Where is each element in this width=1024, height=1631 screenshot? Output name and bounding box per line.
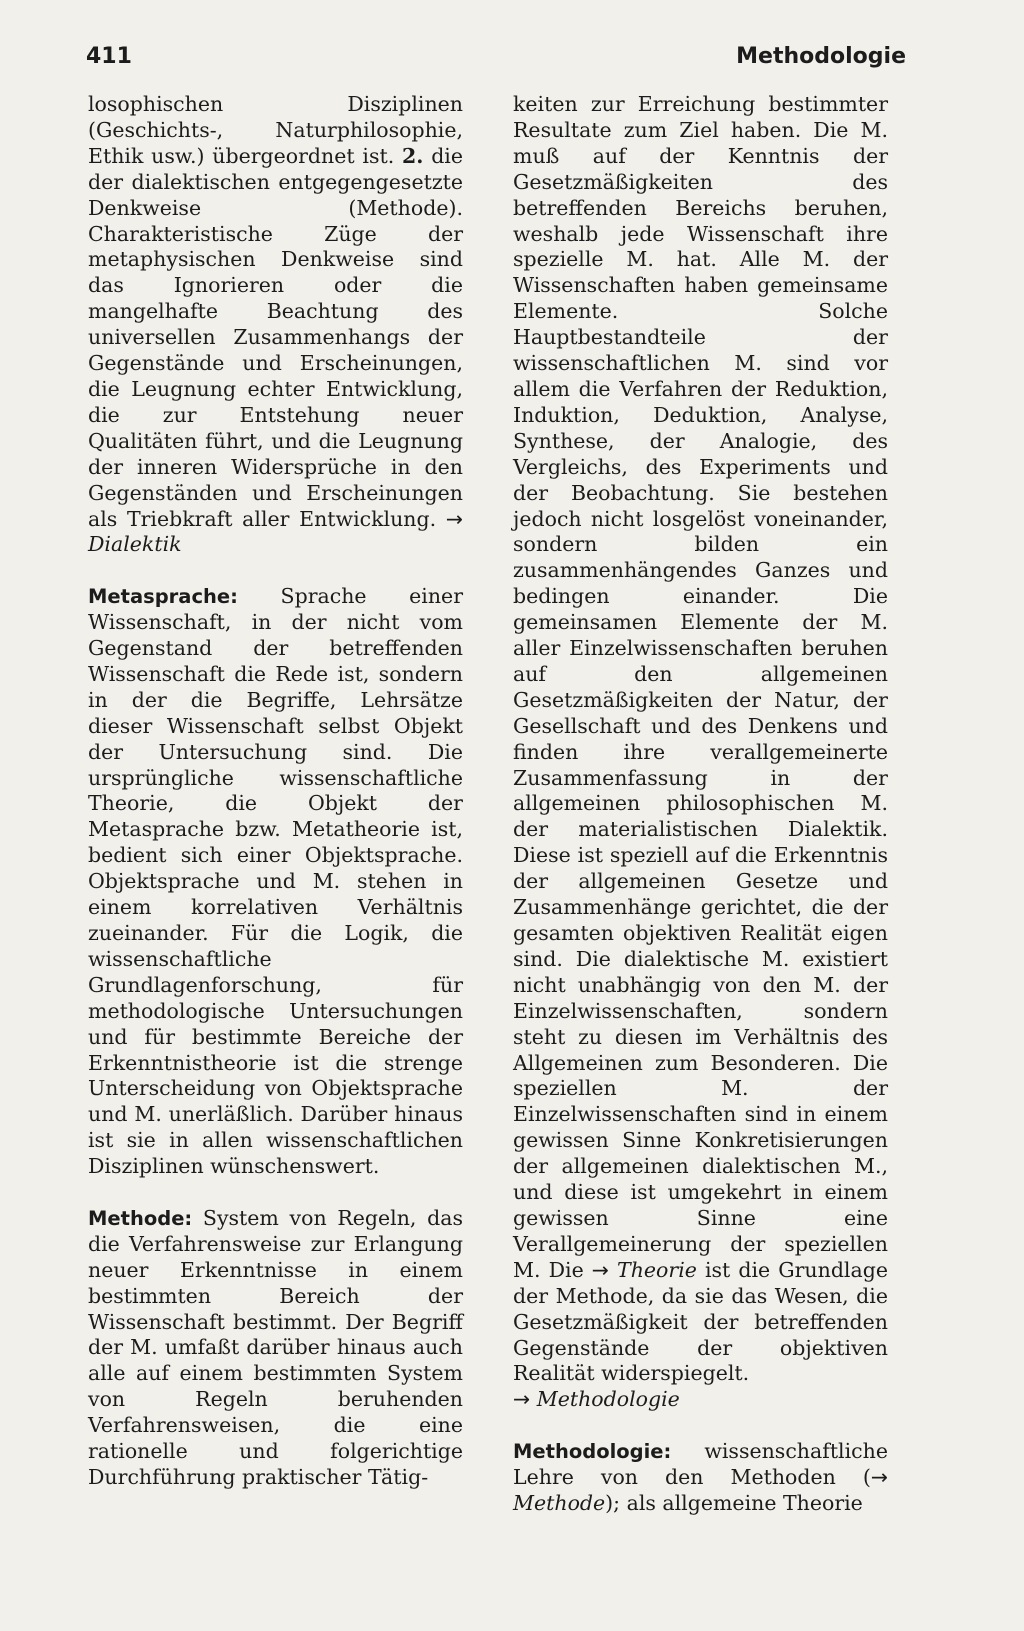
cross-reference-dialektik[interactable]: Dialektik [88,532,182,557]
methode-continued-text: keiten zur Erreichung bestimmter Resultate zum Ziel haben. Die M. muß auf der Kenntnis der Gesetzmäßigkeiten des betreffenden Bereichs beruhen, weshalb jede Wissenschaft ihre spezielle M. hat. Alle M. der Wissenschaften haben gemeinsame Elemente. Solche Hauptbestandteile der wissenschaftlichen M. sind vor allem die Verfahren der Reduktion, Induktion, Deduktion, Analyse, Synthese, der Analogie, des Vergleichs, des Experiments und der Beobachtung. Sie bestehen jedoch nicht losgelöst voneinander, sondern bilden ein zusammenhängendes Ganzes und bedingen einander. Die gemeinsamen Elemente der M. aller Einzelwissenschaften beruhen auf den allgemeinen Gesetzmäßigkeiten der Natur, der Gesellschaft und des Denkens und finden ihre verallgemeinerte Zusammenfassung in der allgemeinen philosophischen M. der materialistischen Dialektik. Diese ist speziell auf die Erkenntnis der allgemeinen Gesetze und Zusammenhänge gerichtet, die der gesamten objektiven Realität eigen sind. Die dialektische M. existiert nicht unabhängig von den M. der Einzelwissenschaften, sondern steht zu diesen im Verhältnis des Allgemeinen zum Besonderen. Die speziellen M. der Einzelwissenschaften sind in einem gewissen Sinne Konkretisierungen der allgemeinen dialektischen M., und diese ist umgekehrt in einem gewissen Sinne eine Verallgemeinerung der speziellen M. Die [513,92,888,1282]
running-head: Methodologie [736,44,906,69]
numeral-2: 2. [402,143,424,168]
methode-continued-text-2: ist die Grundlage der Methode, da sie das Wesen, die Gesetzmäßigkeit der betreffenden Gegenstände der objektiven Realität widerspiegelt. [513,1257,888,1386]
arrow-right-icon: → [870,1465,888,1490]
entry-headword-methodologie: Methodologie: [513,1440,672,1464]
page-number: 411 [86,44,132,69]
entry-body-methodologie-end: ); als allgemeine Theorie [605,1490,863,1515]
entry-body-methode: System von Regeln, das die Verfahrensweise zur Erlangung neuer Erkenntnisse in einem bestimmten Bereich der Wissenschaft bestimmt. Der Begriff der M. umfaßt darüber hinaus auch alle auf einem bestimmten System von Regeln beruhenden Verfahrensweisen, die eine rationelle und folgerichtige Durchführung praktischer Tätig- [88,1205,463,1489]
paragraph-continuation [88,92,463,558]
continuation-text-2: die der dialektischen entgegengesetzte Denkweise (Methode). Charakteristische Züge der metaphysischen Denkweise sind das Ignorieren oder die mangelhafte Beachtung des universellen Zusammenhangs der Gegenstände und Erscheinungen, die Leugnung echter Entwicklung, die zur Entstehung neuer Qualitäten führt, und die Leugnung der inneren Widersprüche in den Gegenständen und Erscheinungen als Triebkraft aller Entwicklung. [88,143,463,531]
paragraph-methode-continued [513,92,888,1413]
entry-metasprache [88,584,463,1180]
arrow-right-icon: → [591,1257,609,1282]
entry-headword-metasprache: Metasprache: [88,585,238,609]
left-column [88,92,463,1491]
cross-reference-methodologie[interactable]: Methodologie [536,1387,680,1412]
entry-body-methodologie: wissenschaftliche Lehre von den Methoden ( [513,1439,888,1490]
entry-methodologie [513,1439,888,1517]
entry-headword-methode: Methode: [88,1206,193,1230]
right-column [513,92,888,1517]
cross-reference-theorie[interactable]: Theorie [617,1257,697,1282]
entry-methode [88,1206,463,1491]
arrow-right-icon: → [445,506,463,531]
entry-body-metasprache: Sprache einer Wissenschaft, in der nicht vom Gegenstand der betreffenden Wissenschaft die Rede ist, sondern in der die Begriffe, Lehrsätze dieser Wissenschaft selbst Objekt der Untersuchung sind. Die ursprüngliche wissenschaftliche Theorie, die Objekt der Metasprache bzw. Metatheorie ist, bedient sich einer Objektsprache. Objektsprache und M. stehen in einem korrelativen Verhältnis zueinander. Für die Logik, die wissenschaftliche Grundlagenforschung, für methodologische Untersuchungen und für bestimmte Bereiche der Erkenntnistheorie ist die strenge Unterscheidung von Objektsprache und M. unerläßlich. Darüber hinaus ist sie in allen wissenschaftlichen Disziplinen wünschenswert. [88,584,463,1179]
arrow-right-icon: → [513,1387,531,1412]
cross-reference-methode[interactable]: Methode [513,1490,606,1515]
continuation-text: losophischen Disziplinen (Geschichts-, Naturphilosophie, Ethik usw.) übergeordnet ist. [88,92,463,168]
